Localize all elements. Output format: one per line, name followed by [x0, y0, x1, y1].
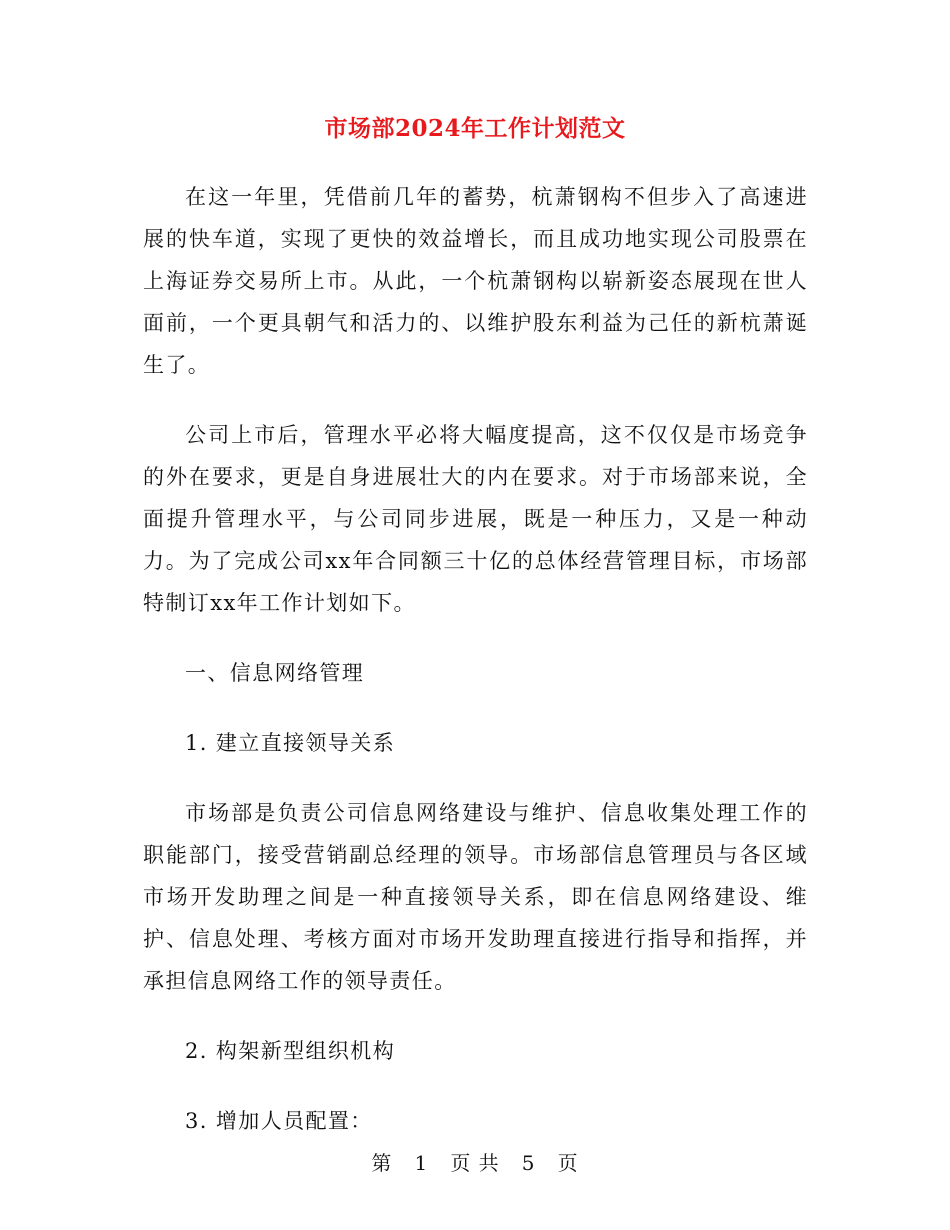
document-title: 市场部2024年工作计划范文	[324, 115, 626, 142]
item-heading-2: 2. 构架新型组织机构	[185, 1039, 396, 1063]
document-body	[143, 176, 808, 1142]
total-pages-number: 5	[521, 1151, 536, 1175]
page-label-suffix: 页	[557, 1151, 579, 1175]
item-1-body: 市场部是负责公司信息网络建设与维护、信息收集处理工作的职能部门，接受营销副总经理的领导。市场部信息管理员与各区域市场开发助理之间是一种直接领导关系，即在信息网络建设、维护、信息处理、考核方面对市场开发助理直接进行指导和指挥，并承担信息网络工作的领导责任。	[143, 801, 808, 993]
item-heading-3: 3. 增加人员配置：	[185, 1109, 373, 1133]
current-page-number: 1	[414, 1151, 429, 1175]
intro-paragraph-1: 在这一年里，凭借前几年的蓄势，杭萧钢构不但步入了高速进展的快车道，实现了更快的效益增长，而且成功地实现公司股票在上海证券交易所上市。从此，一个杭萧钢构以崭新姿态展现在世人面前，一个更具朝气和活力的、以维护股东利益为己任的新杭萧诞生了。	[143, 185, 808, 377]
intro-paragraph-2: 公司上市后，管理水平必将大幅度提高，这不仅仅是市场竞争的外在要求，更是自身进展壮大的内在要求。对于市场部来说，全面提升管理水平，与公司同步进展，既是一种压力，又是一种动力。为了完成公司xx年合同额三十亿的总体经营管理目标，市场部特制订xx年工作计划如下。	[143, 423, 808, 615]
item-heading-1: 1. 建立直接领导关系	[185, 731, 396, 755]
page-footer	[0, 1148, 950, 1178]
page-label-prefix: 第	[371, 1151, 393, 1175]
page-label-mid: 页 共	[450, 1151, 500, 1175]
section-heading-info-network: 一、信息网络管理	[185, 661, 365, 685]
